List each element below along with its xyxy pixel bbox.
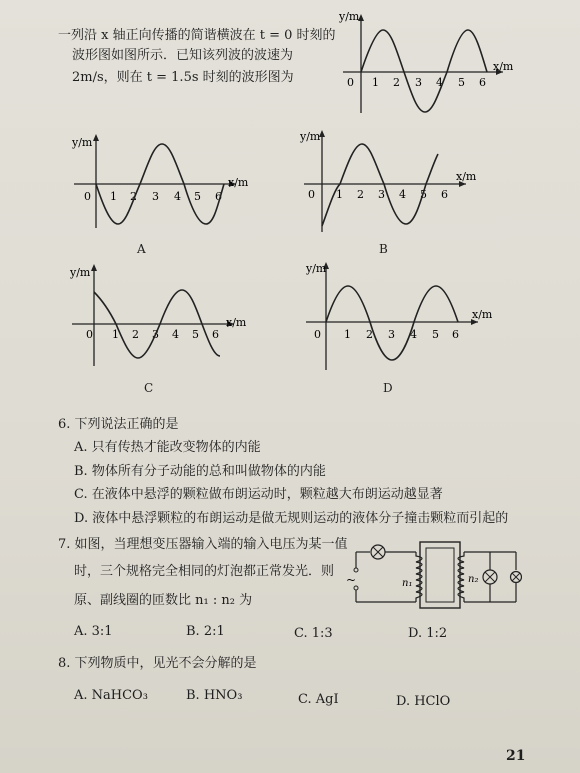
q5-option-c-graph — [66, 262, 256, 382]
svg-text:0: 0 — [84, 190, 91, 203]
n2-label: n₂ — [468, 574, 479, 585]
svg-text:6: 6 — [215, 190, 222, 203]
svg-text:1: 1 — [344, 328, 351, 341]
svg-text:5: 5 — [194, 190, 201, 203]
q5-option-b-graph — [300, 128, 490, 248]
q5-line2: 波形图如图所示．已知该列波的波速为 — [72, 48, 294, 63]
q7-option-d: D. 1:2 — [408, 626, 448, 641]
svg-text:x/m: x/m — [456, 170, 477, 183]
q6-option-d: D. 液体中悬浮颗粒的布朗运动是做无规则运动的液体分子撞击颗粒而引起的 — [74, 511, 509, 526]
svg-text:2: 2 — [130, 190, 137, 203]
svg-text:2: 2 — [132, 328, 139, 341]
page-number: 21 — [506, 748, 526, 764]
q6-option-b: B. 物体所有分子动能的总和叫做物体的内能 — [74, 464, 326, 479]
svg-text:0: 0 — [308, 188, 315, 201]
svg-text:6: 6 — [441, 188, 448, 201]
svg-text:x/m: x/m — [226, 316, 247, 329]
q7-line2: 时，三个规格完全相同的灯泡都正常发光．则 — [74, 564, 335, 579]
tick-5: 5 — [458, 76, 465, 89]
svg-text:4: 4 — [174, 190, 181, 203]
q5-given-wave-graph — [335, 8, 525, 120]
tick-6: 6 — [479, 76, 486, 89]
q7-option-b: B. 2:1 — [186, 624, 225, 639]
q7-option-a: A. 3:1 — [74, 624, 113, 639]
q6-option-a: A. 只有传热才能改变物体的内能 — [74, 440, 261, 455]
n1-label: n₁ — [402, 578, 413, 589]
secondary-coil — [458, 552, 464, 602]
q7-line3: 原、副线圈的匝数比 n₁ : n₂ 为 — [74, 593, 253, 608]
svg-text:3: 3 — [152, 328, 159, 341]
svg-text:3: 3 — [378, 188, 385, 201]
q8-option-b: B. HNO₃ — [186, 688, 243, 703]
q5-option-a-label: A — [137, 242, 146, 256]
svg-text:x/m: x/m — [228, 176, 249, 189]
svg-text:4: 4 — [399, 188, 406, 201]
option-d-curve — [326, 286, 458, 360]
svg-text:x/m: x/m — [472, 308, 493, 321]
q6-stem: 6. 下列说法正确的是 — [58, 417, 179, 432]
svg-text:2: 2 — [366, 328, 373, 341]
q8-option-a: A. NaHCO₃ — [74, 688, 148, 703]
graph-xlabel: x/m — [493, 60, 514, 73]
given-wave-curve — [361, 30, 487, 112]
q7-option-c: C. 1:3 — [294, 626, 333, 641]
svg-text:1: 1 — [336, 188, 343, 201]
svg-text:y/m: y/m — [70, 266, 91, 279]
svg-text:1: 1 — [110, 190, 117, 203]
svg-text:4: 4 — [172, 328, 179, 341]
svg-text:~: ~ — [346, 573, 357, 587]
q5-option-c-label: C — [144, 381, 154, 395]
q5-line3: 2m/s，则在 t = 1.5s 时刻的波形图为 — [72, 70, 294, 85]
svg-text:6: 6 — [452, 328, 459, 341]
svg-text:3: 3 — [152, 190, 159, 203]
svg-text:5: 5 — [192, 328, 199, 341]
q8-option-c: C. AgI — [298, 692, 339, 707]
svg-text:6: 6 — [212, 328, 219, 341]
q6-option-c: C. 在液体中悬浮的颗粒做布朗运动时，颗粒越大布朗运动越显著 — [74, 487, 443, 502]
input-terminal-top-icon — [354, 568, 358, 572]
svg-text:y/m: y/m — [306, 262, 327, 275]
q7-line1: 7. 如图，当理想变压器输入端的输入电压为某一值 — [58, 537, 348, 552]
graph-origin: 0 — [347, 76, 354, 89]
tick-3: 3 — [415, 76, 422, 89]
tick-2: 2 — [393, 76, 400, 89]
q5-option-d-label: D — [383, 381, 393, 395]
primary-coil — [416, 552, 422, 602]
svg-text:4: 4 — [410, 328, 417, 341]
tick-4: 4 — [436, 76, 443, 89]
q5-option-b-label: B — [379, 242, 388, 256]
svg-text:3: 3 — [388, 328, 395, 341]
svg-text:2: 2 — [357, 188, 364, 201]
svg-text:0: 0 — [86, 328, 93, 341]
svg-text:5: 5 — [420, 188, 427, 201]
q5-option-a-graph — [68, 128, 258, 248]
svg-text:y/m: y/m — [300, 130, 321, 143]
tick-1: 1 — [372, 76, 379, 89]
q5-option-d-graph — [302, 258, 502, 378]
q7-transformer-diagram — [342, 538, 522, 612]
svg-text:y/m: y/m — [72, 136, 93, 149]
graph-ylabel: y/m — [339, 10, 360, 23]
svg-text:0: 0 — [314, 328, 321, 341]
svg-text:5: 5 — [432, 328, 439, 341]
q5-line1: 一列沿 x 轴正向传播的简谐横波在 t = 0 时刻的 — [58, 28, 336, 43]
q8-stem: 8. 下列物质中，见光不会分解的是 — [58, 656, 257, 671]
svg-text:1: 1 — [112, 328, 119, 341]
q8-option-d: D. HClO — [396, 694, 451, 709]
option-b-curve — [322, 144, 438, 226]
